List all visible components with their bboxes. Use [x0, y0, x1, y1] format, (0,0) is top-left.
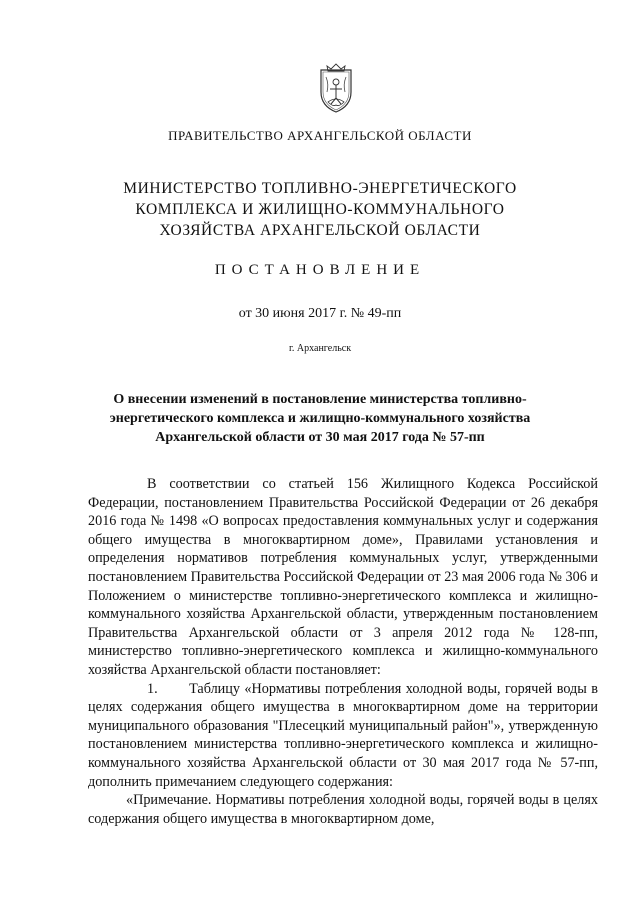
document-number: 49 [367, 306, 382, 321]
note-paragraph: «Примечание. Нормативы потребления холодной воды, горячей воды в целях содержания общего имущества в многоквартирном доме, [88, 792, 598, 827]
document-place: г. Архангельск [288, 343, 352, 354]
ministry-title [0, 178, 640, 241]
document-subject [0, 390, 640, 447]
subject-line: Архангельской области от 30 мая 2017 года № 57-пп [155, 430, 485, 445]
subject-line: О внесении изменений в постановление министерства топливно- [113, 392, 527, 407]
subject-line: энергетического комплекса и жилищно-коммунального хозяйства [109, 411, 531, 426]
ministry-title-line: ХОЗЯЙСТВА АРХАНГЕЛЬСКОЙ ОБЛАСТИ [159, 222, 481, 239]
document-date: от 30 июня 2017 г. № [238, 306, 365, 321]
ministry-title-line: КОМПЛЕКСА И ЖИЛИЩНО-КОММУНАЛЬНОГО [135, 201, 505, 218]
preamble-paragraph: В соответствии со статьей 156 Жилищного Кодекса Российской Федерации, постановлением Правительства Российской Федерации от 26 декабря 2016 года № 1498 «О вопросах предоставления коммунальных услуг и содержания общего имущества в многоквартирном доме», Правилами установления и определения нормативов потребления коммунальных услуг, утвержденными постановлением Правительства Российской Федерации от 23 мая 2006 года № 306 и Положением о министерстве топливно-энергетического комплекса и жилищно-коммунального хозяйства Архангельской области, утвержденным постановлением Правительства Архангельской области от 3 апреля 2012 года № 128-пп, министерство топливно-энергетического комплекса и жилищно-коммунального хозяйства Архангельской области постановляет: [88, 476, 598, 678]
item-1-paragraph [88, 680, 598, 792]
coat-of-arms-icon [317, 62, 355, 114]
ministry-title-line: МИНИСТЕРСТВО ТОПЛИВНО-ЭНЕРГЕТИЧЕСКОГО [123, 180, 517, 197]
government-title: ПРАВИТЕЛЬСТВО АРХАНГЕЛЬСКОЙ ОБЛАСТИ [168, 128, 472, 143]
item-1-number: 1. [147, 680, 158, 697]
item-1-text: Таблицу «Нормативы потребления холодной воды, горячей воды в целях содержания общего имущества в многоквартирном доме на территории муниципального образования "Плесецкий муниципальный район"», утвержденную постановлением министерства топливно-энергетического комплекса и жилищно-коммунального хозяйства Архангельской области от 30 мая 2017 года № 57-пп, дополнить примечанием следующего содержания: [88, 680, 598, 790]
document-body [88, 475, 598, 828]
date-number-line [0, 306, 640, 322]
document-type: ПОСТАНОВЛЕНИЕ [214, 262, 426, 278]
document-number-suffix: -пп [381, 306, 402, 321]
